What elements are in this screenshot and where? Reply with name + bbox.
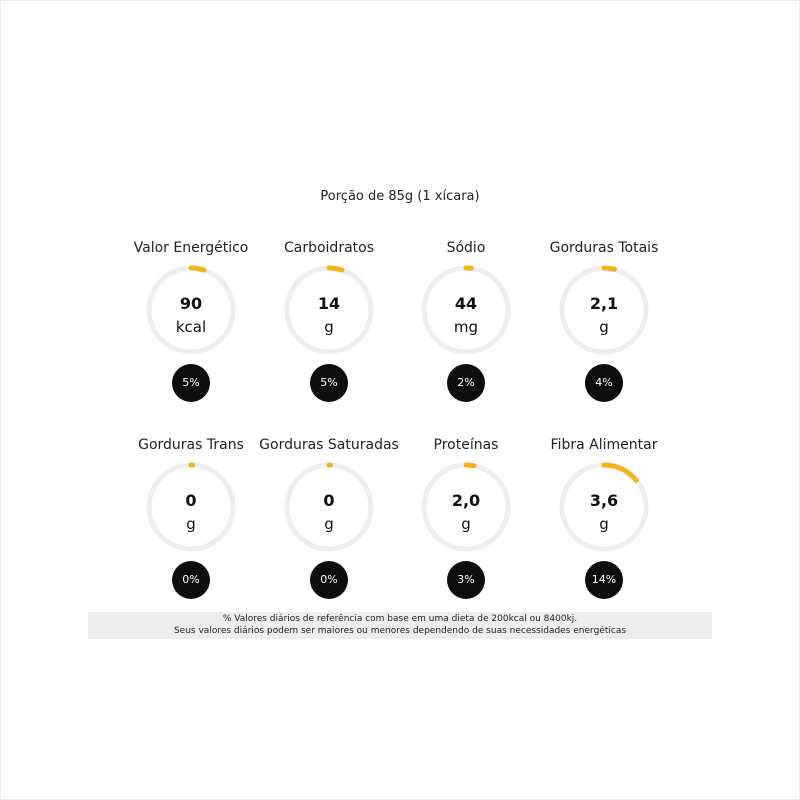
- nutrient-unit: g: [186, 515, 196, 533]
- nutrient-label: Carboidratos: [283, 240, 375, 256]
- nutrient-value: 0: [323, 491, 335, 510]
- daily-value-badge: 5%: [310, 364, 348, 402]
- nutrient-label: Sódio: [446, 240, 486, 256]
- nutrient-label: Fibra Alimentar: [550, 437, 658, 453]
- daily-value-badge: 4%: [585, 364, 623, 402]
- daily-value-badge: 5%: [172, 364, 210, 402]
- nutrient-unit: g: [599, 318, 609, 336]
- ring-progress-arc: [466, 465, 474, 466]
- nutrient-energy: [111, 240, 271, 420]
- nutrient-value: 3,6: [589, 491, 619, 510]
- daily-value-badge: 0%: [310, 561, 348, 599]
- nutrient-value: 0: [185, 491, 197, 510]
- nutrient-value: 2,1: [589, 294, 619, 313]
- ring-progress-arc: [604, 465, 636, 480]
- nutrient-unit: g: [324, 515, 334, 533]
- daily-value-badge: 3%: [447, 561, 485, 599]
- ring-progress-arc: [604, 268, 614, 269]
- nutrient-label: Valor Energético: [133, 240, 249, 256]
- nutrient-trans-fat: [111, 437, 271, 617]
- footnote-line-1: % Valores diários de referência com base em uma dieta de 200kcal ou 8400kj.: [222, 614, 578, 624]
- nutrient-value: 90: [179, 294, 203, 313]
- daily-value-badge: 2%: [447, 364, 485, 402]
- ring-progress-arc: [329, 268, 342, 270]
- nutrient-label: Gorduras Totais: [549, 240, 659, 256]
- ring-progress-arc: [191, 268, 204, 270]
- nutrient-unit: kcal: [175, 318, 207, 336]
- nutrient-unit: g: [324, 318, 334, 336]
- portion-size: Porção de 85g (1 xícara): [320, 189, 480, 204]
- nutrient-sodium: [386, 240, 546, 420]
- nutrient-label: Gorduras Saturadas: [259, 437, 399, 453]
- nutrient-value: 44: [454, 294, 478, 313]
- nutrient-carbohydrates: [249, 240, 409, 420]
- nutrient-label: Proteínas: [433, 437, 499, 453]
- nutrient-value: 14: [317, 294, 341, 313]
- daily-value-badge: 14%: [585, 561, 623, 599]
- nutrient-unit: mg: [453, 318, 479, 336]
- nutrient-label: Gorduras Trans: [138, 437, 244, 453]
- nutrient-protein: [386, 437, 546, 617]
- footnote-line-2: Seus valores diários podem ser maiores ou menores dependendo de suas necessidades energéticas: [173, 626, 627, 636]
- daily-value-badge: 0%: [172, 561, 210, 599]
- nutrient-unit: g: [599, 515, 609, 533]
- nutrient-saturated-fat: [249, 437, 409, 617]
- nutrient-fiber: [524, 437, 684, 617]
- daily-values-footnote: [88, 612, 712, 639]
- nutrient-value: 2,0: [451, 491, 481, 510]
- nutrient-unit: g: [461, 515, 471, 533]
- nutrient-total-fat: [524, 240, 684, 420]
